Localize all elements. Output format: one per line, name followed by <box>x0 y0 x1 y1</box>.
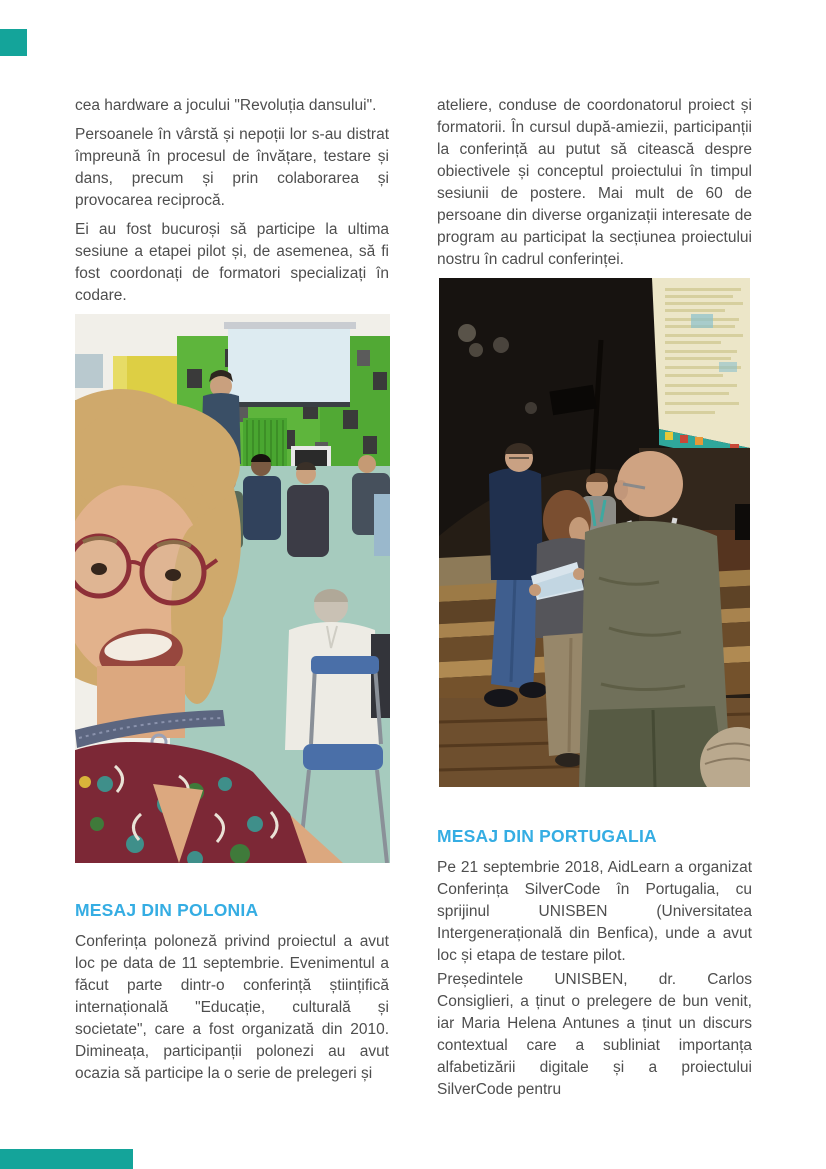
right-column <box>437 95 752 1108</box>
page-accent-square <box>0 29 27 56</box>
body-paragraph: Pe 21 septembrie 2018, AidLearn a organizat Conferința SilverCode în Portugalia, cu sprijinul UNISBEN (Universitatea Intergenerațională din Benfica), unde a avut loc și etapa de testare pilot. <box>437 859 752 964</box>
section-heading-polonia: MESAJ DIN POLONIA <box>75 900 259 920</box>
body-paragraph: Ei au fost bucuroși să participe la ultima sesiune a etapei pilot și, de asemenea, să fi fost coordonați de formatori specializați în codare. <box>75 221 389 304</box>
photo-portugal-conference <box>439 278 750 787</box>
body-paragraph: ateliere, conduse de coordonatorul proiect și formatorii. În cursul după-amiezii, participanții la conferință au putut să citească despre obiectivele și conceptul proiectului în timpul sesiunii de postere. Mai mult de 60 de persoane din diverse organizații interesate de program au participat la secțiunea proiectului nostru în cadrul conferinței. <box>437 97 752 268</box>
body-paragraph: Președintele UNISBEN, dr. Carlos Consiglieri, a ținut o prelegere de bun venit, iar Maria Helena Antunes a ținut un discurs contextual care a subliniat importanța alfabetizării digitale și a proiectului SilverCode pentru <box>437 971 752 1098</box>
section-heading-portugalia: MESAJ DIN PORTUGALIA <box>437 826 657 846</box>
body-paragraph: cea hardware a jocului "Revoluția dansului". <box>75 97 377 114</box>
body-paragraph: Conferința poloneză privind proiectul a avut loc pe data de 11 septembrie. Evenimentul a făcut parte dintr-o conferință științifică internațională "Educație, culturală și societate", care a fost organizată din 2010. Dimineața, participanții polonezi au avut ocazia să participe la o serie de prelegeri și <box>75 933 389 1082</box>
page-footer-bar <box>0 1149 133 1169</box>
photo-classroom-selfie <box>75 314 390 863</box>
left-column <box>75 95 389 1092</box>
body-paragraph: Persoanele în vârstă și nepoții lor s-au distrat împreună în procesul de învățare, testare și dans, precum și prin colaborarea și provocarea reciprocă. <box>75 126 389 209</box>
